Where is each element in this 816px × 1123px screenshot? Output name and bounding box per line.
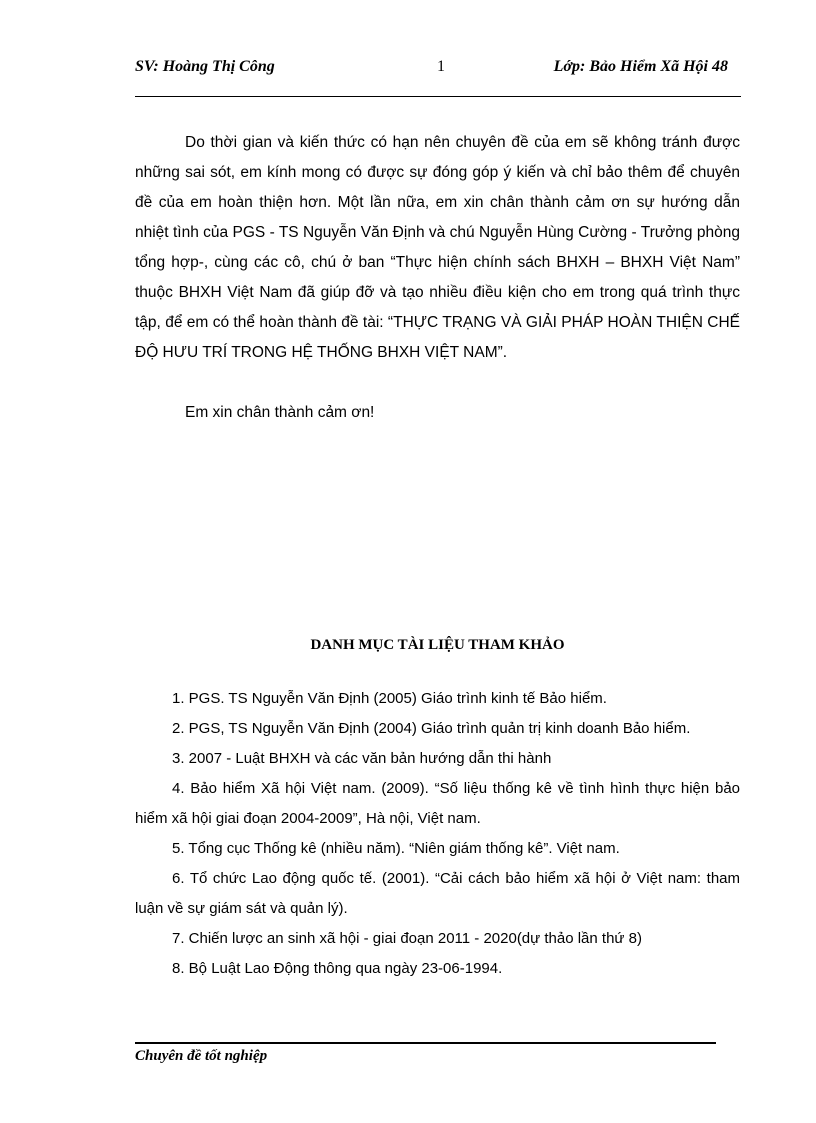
footer-divider [135,1042,716,1044]
references-list [135,684,740,984]
reference-item-1: 1. PGS. TS Nguyễn Văn Định (2005) Giáo trình kinh tế Bảo hiểm. [172,690,607,707]
acknowledgement-paragraph: Do thời gian và kiến thức có hạn nên chuyên đề của em sẽ không tránh được những sai sót, em kính mong có được sự đóng góp ý kiến và chỉ bảo thêm để chuyên đề của em hoàn thiện hơn. Một lần nữa, em xin chân thành cảm ơn sự hướng dẫn nhiệt tình của PGS - TS Nguyễn Văn Định và chú Nguyễn Hùng Cường - Trưởng phòng tổng hợp-, cùng các cô, chú ở ban “Thực hiện chính sách BHXH – BHXH Việt Nam” thuộc BHXH Việt Nam đã giúp đỡ và tạo nhiều điều kiện cho em trong quá trình thực tập, để em có thể hoàn thành đề tài: “THỰC TRẠNG VÀ GIẢI PHÁP HOÀN THIỆN CHẾ ĐỘ HƯU TRÍ TRONG HỆ THỐNG BHXH VIỆT NAM”. [135,134,740,361]
header-student-name: SV: Hoàng Thị Công [135,58,275,75]
header-divider [135,96,741,97]
reference-item-3: 3. 2007 - Luật BHXH và các văn bản hướng dẫn thi hành [172,750,552,767]
reference-item-6: 6. Tổ chức Lao động quốc tế. (2001). “Cải cách bảo hiểm xã hội ở Việt nam: tham luận về sự giám sát và quản lý). [135,870,740,917]
reference-item-4: 4. Bảo hiểm Xã hội Việt nam. (2009). “Số liệu thống kê về tình hình thực hiện bảo hiểm xã hội giai đoạn 2004-2009”, Hà nội, Việt nam. [135,780,740,827]
references-title: DANH MỤC TÀI LIỆU THAM KHẢO [310,637,565,653]
reference-item-7: 7. Chiến lược an sinh xã hội - giai đoạn 2011 - 2020(dự thảo lần thứ 8) [172,930,642,947]
header-class-name: Lớp: Bảo Hiểm Xã Hội 48 [553,58,728,75]
reference-item-8: 8. Bộ Luật Lao Động thông qua ngày 23-06-1994. [172,960,503,977]
reference-item-5: 5. Tổng cục Thống kê (nhiều năm). “Niên giám thống kê”. Việt nam. [172,840,620,857]
thanks-paragraph: Em xin chân thành cảm ơn! [185,404,375,421]
reference-item-2: 2. PGS, TS Nguyễn Văn Định (2004) Giáo trình quản trị kinh doanh Bảo hiểm. [172,720,691,737]
footer-title: Chuyên đề tốt nghiệp [135,1048,268,1064]
header-page-number: 1 [437,58,445,75]
